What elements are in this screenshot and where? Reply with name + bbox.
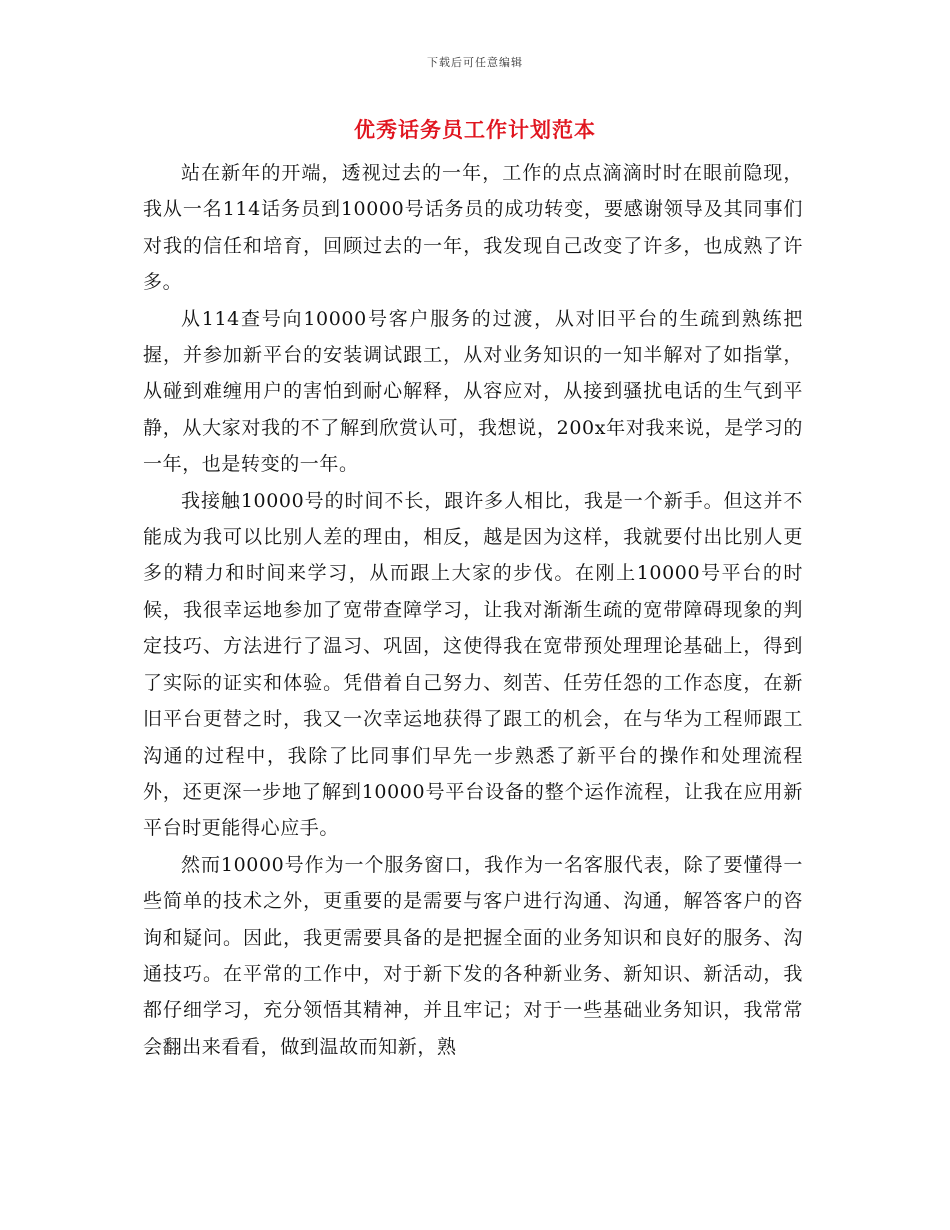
document-title: 优秀话务员工作计划范本 (354, 117, 596, 142)
paragraph-2: 从114查号向10000号客户服务的过渡，从对旧平台的生疏到熟练把握，并参加新平台的安装调试跟工，从对业务知识的一知半解对了如指掌，从碰到难缠用户的害怕到耐心解释，从容应对，从接到骚扰电话的生气到平静，从大家对我的不了解到欣赏认可，我想说，200x年对我来说，是学习的一年，也是转变的一年。 (143, 307, 803, 476)
document-body (143, 155, 803, 1065)
paragraph-1: 站在新年的开端，透视过去的一年，工作的点点滴滴时时在眼前隐现，我从一名114话务员到10000号话务员的成功转变，要感谢领导及其同事们对我的信任和培育，回顾过去的一年，我发现自己改变了许多，也成熟了许多。 (143, 162, 803, 294)
paragraph-4: 然而10000号作为一个服务窗口，我作为一名客服代表，除了要懂得一些简单的技术之外，更重要的是需要与客户进行沟通、沟通，解答客户的咨询和疑问。因此，我更需要具备的是把握全面的业务知识和良好的服务、沟通技巧。在平常的工作中，对于新下发的各种新业务、新知识、新活动，我都仔细学习，充分领悟其精神，并且牢记；对于一些基础业务知识，我常常会翻出来看看，做到温故而知新，熟 (143, 853, 803, 1058)
header-note: 下载后可任意编辑 (427, 56, 523, 69)
paragraph-3: 我接触10000号的时间不长，跟许多人相比，我是一个新手。但这并不能成为我可以比别人差的理由，相反，越是因为这样，我就要付出比别人更多的精力和时间来学习，从而跟上大家的步伐。在刚上10000号平台的时候，我很幸运地参加了宽带查障学习，让我对渐渐生疏的宽带障碍现象的判定技巧、方法进行了温习、巩固，这使得我在宽带预处理理论基础上，得到了实际的证实和体验。凭借着自己努力、刻苦、任劳任怨的工作态度，在新旧平台更替之时，我又一次幸运地获得了跟工的机会，在与华为工程师跟工沟通的过程中，我除了比同事们早先一步熟悉了新平台的操作和处理流程外，还更深一步地了解到10000号平台设备的整个运作流程，让我在应用新平台时更能得心应手。 (143, 489, 803, 840)
